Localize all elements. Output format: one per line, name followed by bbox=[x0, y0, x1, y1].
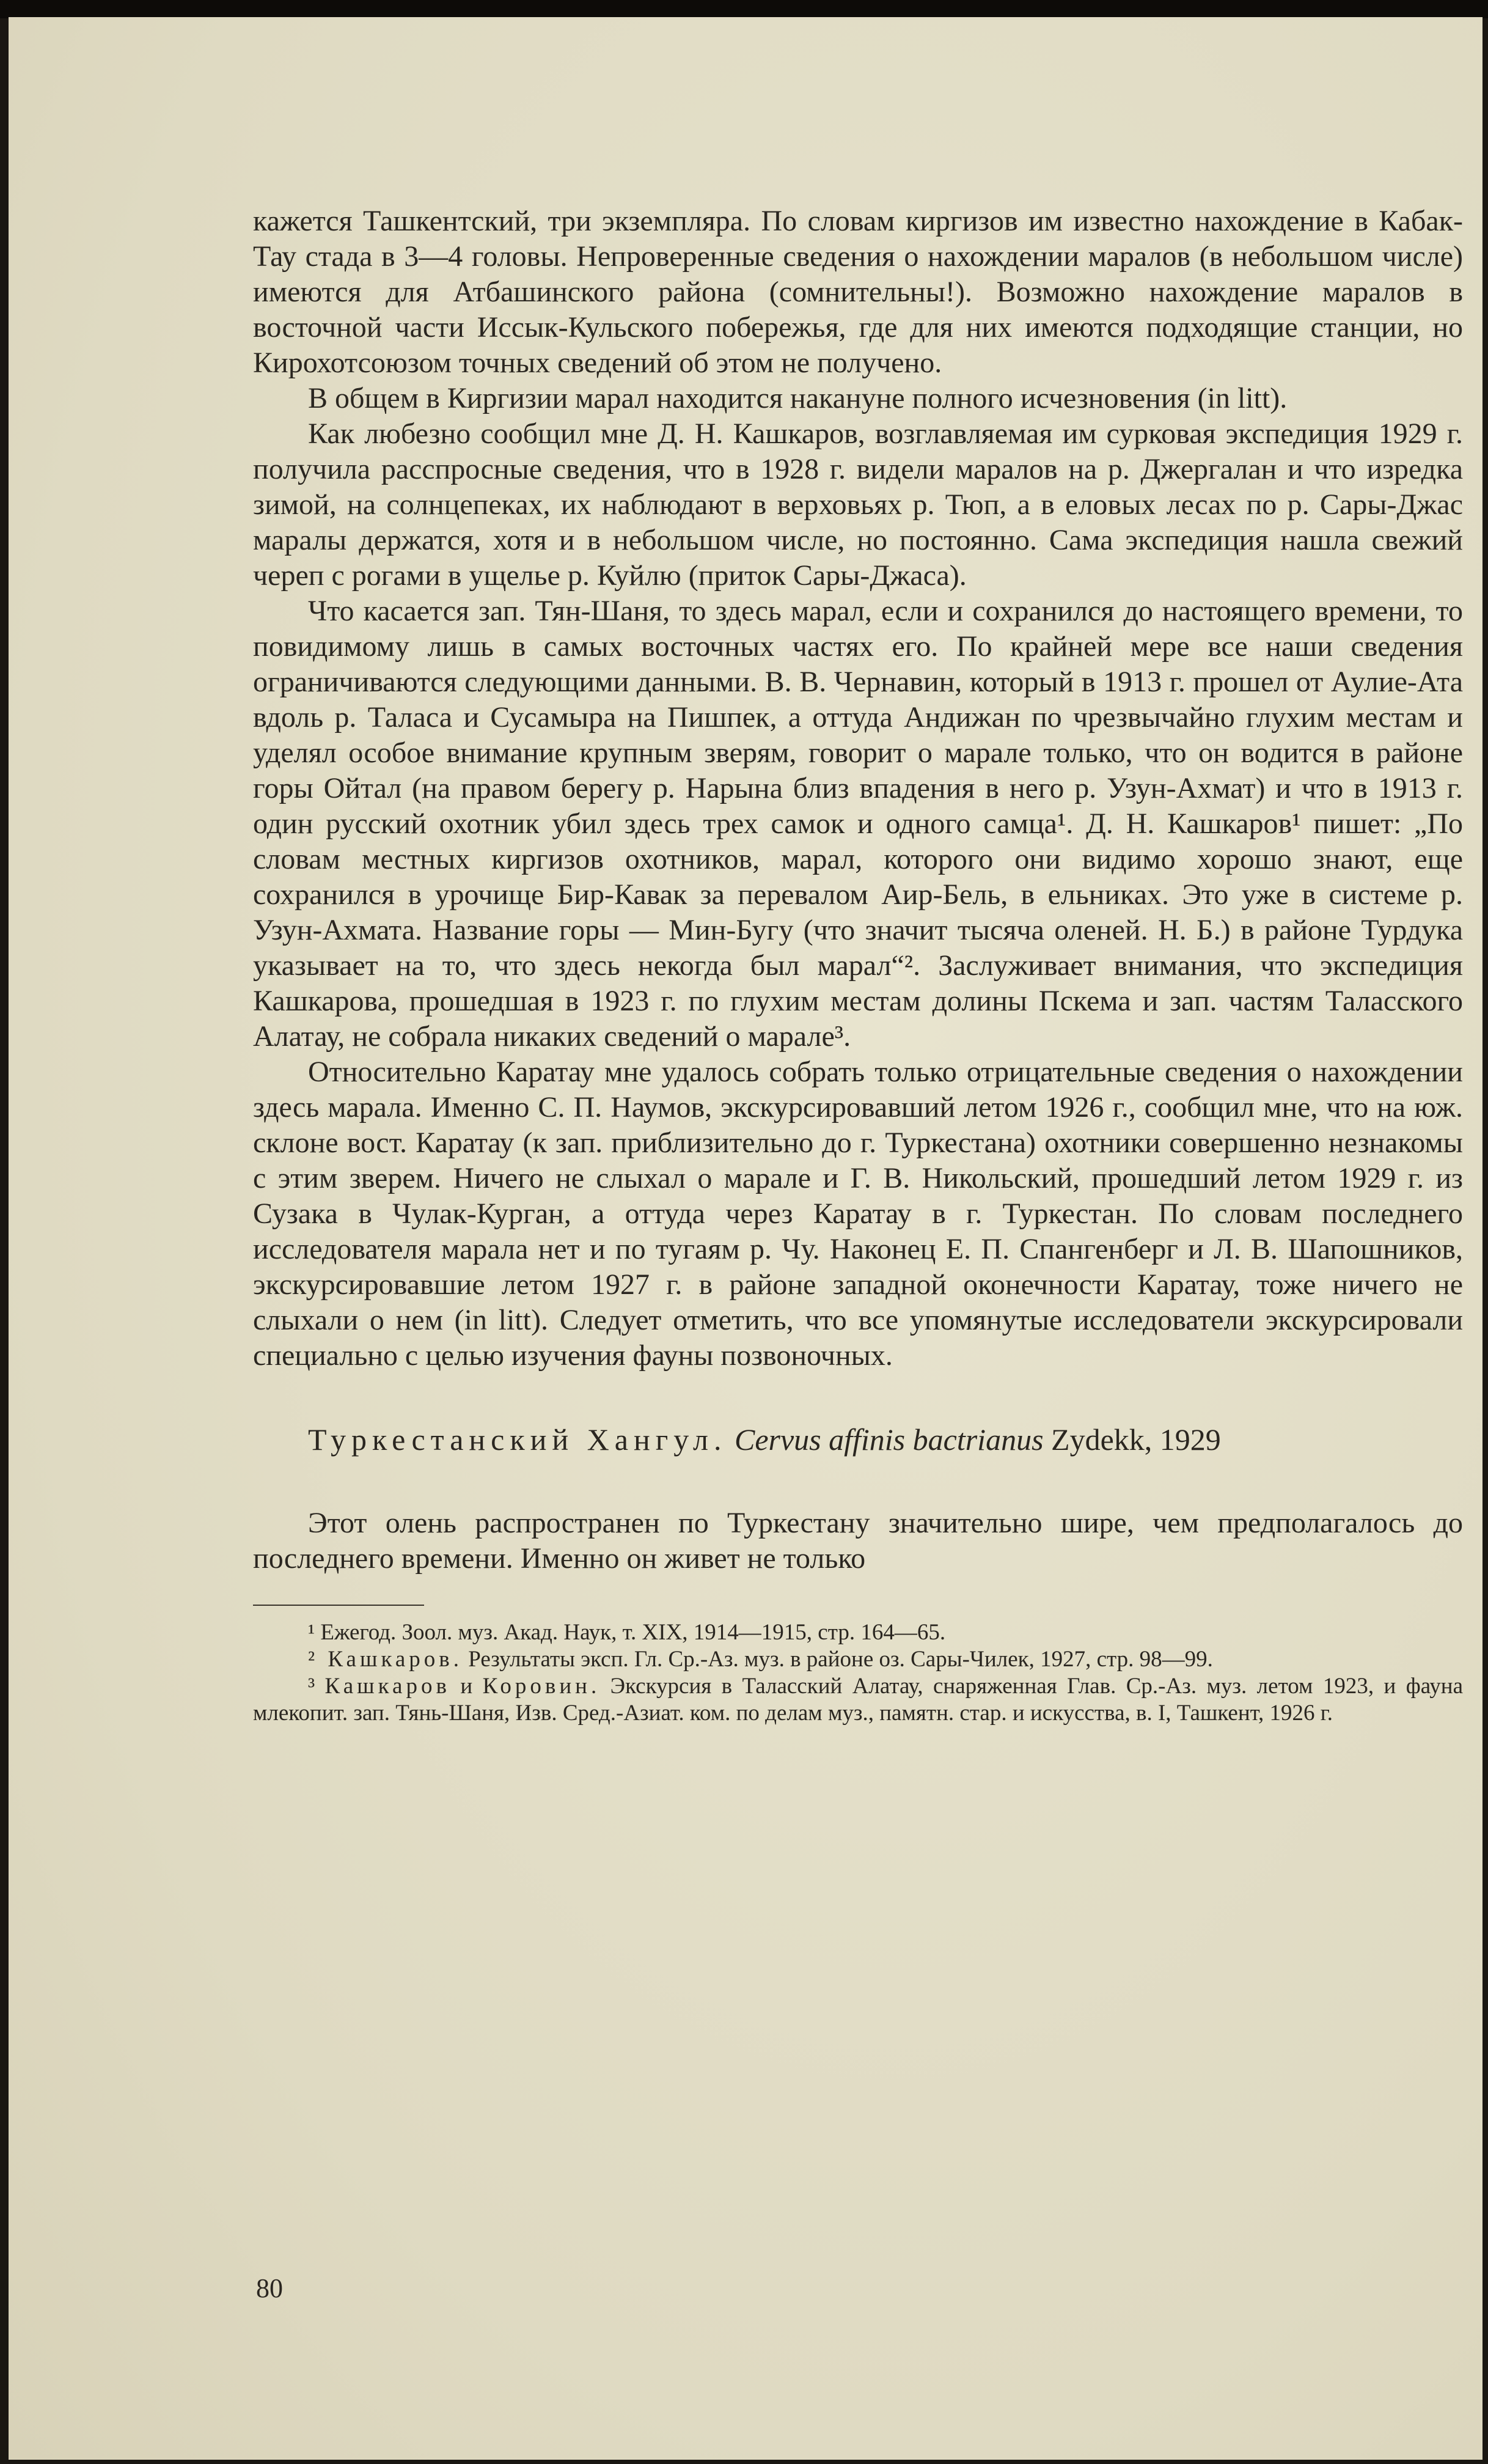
footnote-3 bbox=[253, 1673, 1463, 1727]
paragraph-continued: кажется Ташкентский, три экземпляра. По словам киргизов им известно нахождение в Кабак-Тау стада в 3—4 головы. Непроверенные сведения о нахождении маралов (в небольшом числе) имеются для Атбашинского района (сомнительны!). Возможно нахождение маралов в восточной части Иссык-Кульского побережья, где для них имеются подходящие станции, но Кирохотсоюзом точных сведений об этом не получено. bbox=[253, 205, 1463, 379]
section-heading bbox=[308, 1421, 1463, 1458]
footnote-3-text: Экскурсия в Таласский Алатау, снаряженная Глав. Ср.-Аз. муз. летом 1923, и фауна млекопит. зап. Тянь-Шаня, Изв. Сред.-Азиат. ком. по делам муз., памятн. стар. и искусства, в. I, Ташкент, 1926 г. bbox=[253, 1674, 1463, 1726]
paragraph-hangul-intro: Этот олень распространен по Туркестану значительно шире, чем предполагалось до последнего времени. Именно он живет не только bbox=[253, 1507, 1463, 1575]
footnote-1: ¹ Ежегод. Зоол. муз. Акад. Наук, т. XIX, 1914—1915, стр. 164—65. bbox=[308, 1620, 946, 1645]
page-number: 80 bbox=[256, 2273, 283, 2303]
paragraph-kirghizia-summary: В общем в Киргизии марал находится накануне полного исчезновения (in litt). bbox=[308, 382, 1288, 414]
footnote-divider bbox=[253, 1605, 424, 1606]
paragraph-karatau: Относительно Каратау мне удалось собрать только отрицательные сведения о нахождении здесь марала. Именно С. П. Наумов, экскурсировавший летом 1926 г., сообщил мне, что на юж. склоне вост. Каратау (к зап. приблизительно до г. Туркестана) охотники совершенно незнакомы с этим зверем. Ничего не слыхал о марале и Г. В. Никольский, прошедший летом 1929 г. из Сузака в Чулак-Курган, а оттуда через Каратау в г. Туркестан. По словам последнего исследователя марала нет и по тугаям р. Чу. Наконец Е. П. Спангенберг и Л. В. Шапошников, экскурсировавшие летом 1927 г. в районе западной оконечности Каратау, тоже ничего не слыхали о нем (in litt). Следует отметить, что все упомянутые исследователи экскурсировали специально с целью изучения фауны позвоночных. bbox=[253, 1056, 1463, 1372]
footnote-2-text: Результаты эксп. Гл. Ср.-Аз. муз. в районе оз. Сары-Чилек, 1927, стр. 98—99. bbox=[463, 1647, 1213, 1672]
paragraph-west-tian-shan: Что касается зап. Тян-Шаня, то здесь марал, если и сохранился до настоящего времени, то повидимому лишь в самых восточных частях его. По крайней мере все наши сведения ограничиваются следующими данными. В. В. Чернавин, который в 1913 г. прошел от Аулие-Ата вдоль р. Таласа и Сусамыра на Пишпек, а оттуда Андижан по чрезвычайно глухим местам и уделял особое внимание крупным зверям, говорит о марале только, что он водится в районе горы Ойтал (на правом берегу р. Нарына близ впадения в него р. Узун-Ахмат) и что в 1913 г. один русский охотник убил здесь трех самок и одного самца¹. Д. Н. Кашкаров¹ пишет: „По словам местных киргизов охотников, марал, которого они видимо хорошо знают, еще сохранился в урочище Бир-Кавак за перевалом Аир-Бель, в ельниках. Это уже в системе р. Узун-Ахмата. Название горы — Мин-Бугу (что значит тысяча оленей. Н. Б.) в районе Турдука указывает на то, что здесь некогда был марал“². Заслуживает внимания, что экспедиция Кашкарова, прошедшая в 1923 г. по глухим местам долины Пскема и зап. частям Таласского Алатау, не собрала никаких сведений о марале³. bbox=[253, 595, 1463, 1053]
scan-border bbox=[0, 0, 1488, 18]
heading-author: Zydekk, 1929 bbox=[1051, 1422, 1221, 1457]
heading-latin-name: Cervus affinis bactrianus bbox=[734, 1422, 1044, 1457]
book-page bbox=[9, 17, 1483, 2460]
footnote-3-author-1: Кашкаров bbox=[324, 1674, 450, 1699]
footnote-3-conjunction: и bbox=[450, 1674, 483, 1699]
footnote-2-author: ² Кашкаров. bbox=[308, 1647, 463, 1672]
heading-common-name: Туркестанский Хангул. bbox=[308, 1422, 727, 1457]
footnote-3-author-2: Коровин. bbox=[482, 1674, 601, 1699]
paragraph-kashkarov-expedition: Как любезно сообщил мне Д. Н. Кашкаров, возглавляемая им сурковая экспедиция 1929 г. получила расспросные сведения, что в 1928 г. видели маралов на р. Джергалан и что изредка зимой, на солнцепеках, их наблюдают в верховьях р. Тюп, а в еловых лесах по р. Сары-Джас маралы держатся, хотя и в небольшом числе, но постоянно. Сама экспедиция нашла свежий череп с рогами в ущелье р. Куйлю (приток Сары-Джаса). bbox=[253, 417, 1463, 592]
footnote-2 bbox=[253, 1646, 1463, 1673]
page-content bbox=[253, 204, 1463, 1727]
footnote-3-marker: ³ bbox=[308, 1674, 325, 1699]
